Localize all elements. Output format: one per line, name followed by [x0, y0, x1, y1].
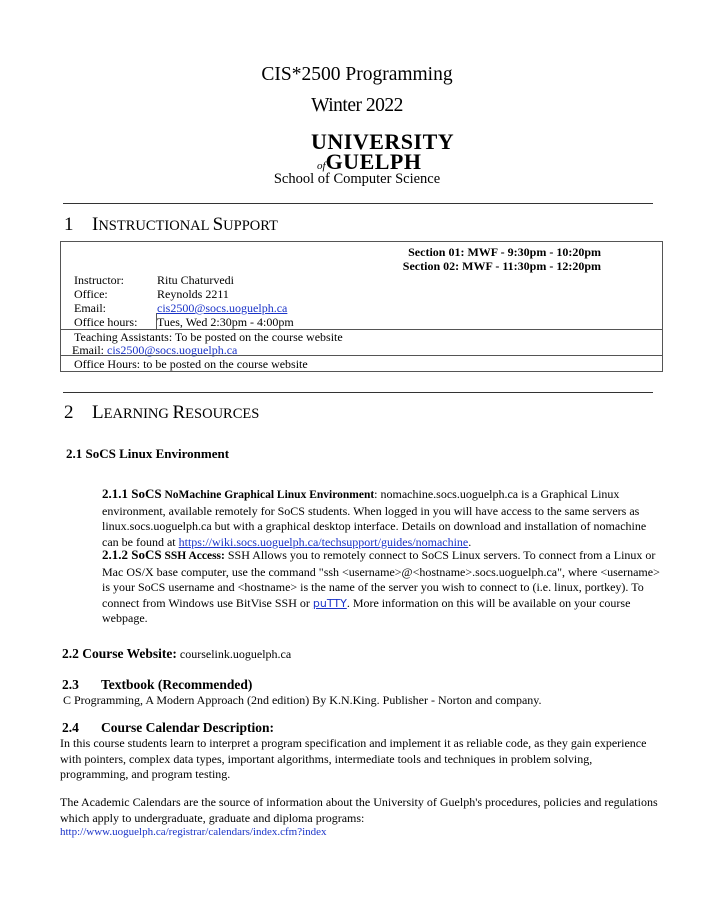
office-hours-label: Office hours:	[74, 315, 138, 329]
subsection-2-1-title: 2.1 SoCS Linux Environment	[66, 446, 230, 461]
calendar-text: The Academic Calendars are the source of information about the University of Guelph's procedures, policies and regulations which apply to undergraduate, graduate and diploma programs:	[60, 795, 658, 825]
nomachine-heading: NoMachine Graphical Linux Environment	[161, 489, 375, 501]
school-name: School of Computer Science	[273, 171, 441, 187]
section-1-number: 1	[64, 214, 74, 235]
course-description-text: In this course students learn to interpret a program specification and implement it as reliable code, as they gain experience with pointers, complex data types, important algorithms, intermediate tools and techniques in problem solving, programming, and program testing.	[60, 736, 647, 781]
section-2-title-part: EARNING	[103, 406, 173, 422]
ta-hours-text: Office Hours: to be posted on the course website	[74, 357, 308, 371]
instructor-name: Ritu Chaturvedi	[157, 273, 234, 287]
ta-email-link[interactable]: cis2500@socs.uoguelph.ca	[107, 343, 238, 357]
subsection-2-3-title: Textbook (Recommended)	[101, 677, 253, 692]
section-2-heading	[64, 402, 259, 424]
section-2-title-part: ESOURCES	[185, 406, 260, 422]
university-logo	[311, 129, 455, 174]
table-cell-divider	[156, 313, 157, 330]
logo-guelph-text: GUELPH	[325, 149, 422, 174]
calendar-link[interactable]: http://www.uoguelph.ca/registrar/calendars/index.cfm?index	[60, 826, 327, 838]
instructional-support-box	[60, 241, 663, 372]
ssh-heading: SSH Access:	[161, 550, 225, 562]
section-2-title-initial: L	[92, 402, 104, 423]
document-term: Winter 2022	[311, 95, 403, 116]
section-1-title-part: UPPORT	[223, 218, 278, 234]
section-2-title-initial: R	[172, 402, 186, 423]
subsection-2-2-title: 2.2 Course Website:	[62, 646, 177, 661]
logo-university-text: UNIVERSITY	[311, 129, 455, 154]
textbook-text: C Programming, A Modern Approach (2nd edition) By K.N.King. Publisher - Norton and company.	[63, 693, 542, 707]
ssh-text: SSH Allows you to remotely connect to SoCS Linux servers. To connect from a Linux or Mac OS/X base computer, use the command "ssh <username>@<hostname>.socs.uoguelph.ca", where <username> is your SoCS username and <hostname> is the name of the server you wish to connect to (i.e. linux, portkey). To connect from Windows use BitVise SSH or	[102, 548, 660, 610]
office-label: Office:	[74, 287, 108, 301]
office-value: Reynolds 2211	[157, 287, 229, 301]
section-1-heading	[64, 214, 278, 236]
office-hours-row	[61, 313, 662, 330]
divider	[63, 392, 653, 393]
subsection-2-1-1-number: 2.1.1 SoCS	[102, 486, 162, 501]
divider	[63, 203, 653, 204]
putty-link[interactable]: puTTY	[312, 596, 347, 610]
nomachine-text-end: .	[468, 534, 472, 549]
ta-hours-row	[61, 355, 662, 371]
instructor-label: Instructor:	[74, 273, 124, 287]
course-website-row	[62, 645, 291, 663]
email-label: Email:	[74, 301, 106, 315]
logo-of-text: of	[317, 160, 326, 172]
ta-email-label: Email:	[72, 343, 107, 357]
nomachine-text: : nomachine.socs.uoguelph.ca is a Graphical Linux environment, available remotely for SoCS students. When logged in you will have access to the same servers as linux.socs.uoguelph.ca but with a graphical desktop interface. Details on download and installation of nomachine can be found at	[102, 487, 647, 549]
subsection-2-4-heading	[62, 720, 274, 736]
course-website-value: courselink.uoguelph.ca	[176, 647, 292, 661]
subsection-2-3-heading	[62, 677, 252, 693]
instructor-email-link[interactable]: cis2500@socs.uoguelph.ca	[157, 301, 288, 315]
subsection-2-3-number: 2.3	[62, 677, 79, 692]
nomachine-guide-link[interactable]: https://wiki.socs.uoguelph.ca/techsupport/guides/nomachine	[178, 534, 469, 549]
document-title: CIS*2500 Programming	[261, 64, 453, 85]
section-1-title-part: NSTRUCTIONAL	[98, 218, 213, 234]
section-1-title-initial: I	[92, 214, 99, 235]
ta-line: Teaching Assistants: To be posted on the course website	[74, 330, 343, 344]
section-2-number: 2	[64, 402, 74, 423]
office-hours-value: Tues, Wed 2:30pm - 4:00pm	[157, 315, 294, 329]
subsection-2-1-2-number: 2.1.2 SoCS	[102, 547, 162, 562]
nomachine-paragraph	[102, 486, 662, 550]
ssh-text-end: . More information on this will be available on your course webpage.	[102, 595, 631, 625]
section-02-schedule: Section 02: MWF - 11:30pm - 12:20pm	[402, 259, 601, 273]
subsection-2-4-number: 2.4	[62, 720, 79, 735]
section-01-schedule: Section 01: MWF - 9:30pm - 10:20pm	[408, 245, 601, 259]
section-1-title-initial: S	[212, 214, 224, 235]
subsection-2-4-title: Course Calendar Description:	[101, 720, 274, 735]
ssh-paragraph	[102, 547, 662, 627]
